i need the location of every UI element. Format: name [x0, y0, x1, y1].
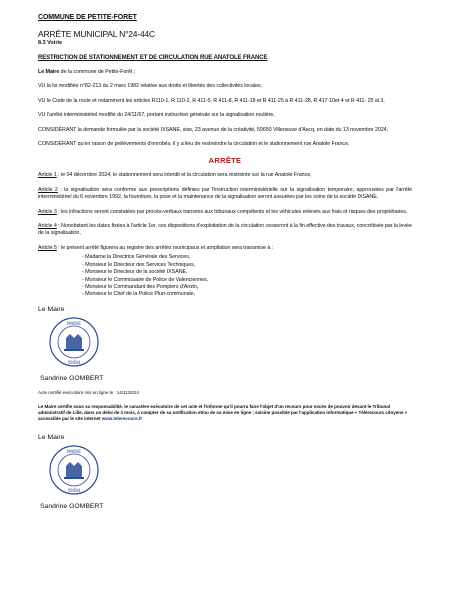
- signature-title: Le Maire: [38, 305, 65, 313]
- maire-rest: de la commune de Petite-Forêt ;: [59, 69, 136, 75]
- online-notice: Acte certifié exécutoire mis en ligne le : 14/11/2024: [38, 389, 139, 395]
- telerecours-link[interactable]: www.telerecours.fr: [101, 415, 143, 421]
- svg-text:MAIRIE: MAIRIE: [67, 320, 81, 326]
- commune-name: COMMUNE DE PETITE-FORET: [38, 14, 137, 21]
- signature-name-2: Sandrine GOMBERT: [40, 502, 104, 510]
- legal-notice-text: Le Maire certifie sous sa responsabilité, le caractère exécutoire de cet acte et l'informe qu'il pourra faire l'objet d'un recours pour excès de pouvoir devant le Tribunal administratif de Lille, dans un délai de 2 mois, à compter de sa notification et/ou de sa mise en ligne ; saisine possible par l'application informatique « Télérecours citoyens » accessible par le site internet: [38, 403, 408, 421]
- considerant-rest: la demande formulée par la société IXSANE, sise, 23 avenue de la créativité, 59650 Villeneuve d'Ascq, en date du 13 novembre 2024,: [76, 126, 388, 133]
- category-label: 8.3 Voirie: [38, 40, 63, 46]
- list-item: - Monsieur le Commissaire de Police de Valenciennes,: [82, 276, 209, 283]
- article-3: [38, 209, 412, 216]
- article-label: Article 2: [38, 186, 58, 193]
- svg-text:59494: 59494: [67, 359, 81, 365]
- vu-clause-1: VU la loi modifiée n°82-213 du 2 mars 1982 relative aux droits et libertés des collectivités locales,: [38, 83, 262, 90]
- arrete-title: ARRÊTE: [208, 156, 242, 166]
- article-label: Article 3: [38, 208, 57, 215]
- arrete-number: ARRÊTE MUNICIPAL N°24-44C: [38, 29, 155, 39]
- article-text: : les infractions seront constatées par procès-verbaux transmis aux tribunaux compétents et les véhicules enlevés aux frais et risques des propriétaires,: [56, 208, 408, 215]
- signature-name: Sandrine GOMBERT: [40, 374, 104, 382]
- article-2: [38, 187, 412, 202]
- article-label: Article 1: [38, 172, 57, 179]
- vu-clause-2: VU le Code de la route et notamment les articles R110-1, R 110-2, R 411-5, R 411-8, R 411-18 et R 411-25 à R 411-28, R 417-10et 4 et R 411- 25 al 3,: [38, 97, 385, 104]
- recipients-list: [38, 254, 412, 298]
- mairie-seal-icon: [44, 316, 104, 368]
- article-4: [38, 223, 412, 238]
- legal-notice: [38, 404, 412, 422]
- article-text: : Nonobstant les dates fixées à l'article 1er, ces dispositions d'exploitation de la circulation cesseront à la fin effective des travaux, concrétisée par la levée de la signalisation,: [38, 223, 412, 237]
- list-item: - Madame la Directrice Générale des Services,: [82, 254, 191, 261]
- signature-title-2: Le Maire: [38, 433, 65, 441]
- mairie-seal-icon: [44, 444, 104, 496]
- considerant-label: CONSIDÉRANT: [38, 126, 77, 133]
- vu-clause-3: VU l'arrêté interministériel modifié du 24/11/67, portant instruction générale sur la signalisation routière,: [38, 112, 275, 119]
- list-item: - Monsieur le Directeur des Services Techniques,: [82, 261, 196, 268]
- article-1: [38, 172, 412, 179]
- article-5: [38, 245, 412, 252]
- list-item: - Monsieur le Chef de la Police Pluri-communale,: [82, 291, 196, 298]
- article-text: : le présent arrêté figurera au registre des arrêtés municipaux et ampliation sera transmise à :: [56, 244, 274, 251]
- list-item: - Monsieur le Commandant des Pompiers d'Anzin,: [82, 283, 199, 290]
- list-item: - Monsieur le Directeur de la société IXSANE,: [82, 269, 188, 276]
- svg-text:59494: 59494: [67, 487, 81, 493]
- considerant-clause-2: CONSIDÉRANT qu'en raison de prélèvements d'enrobés, il y a lieu de restreindre la circulation et le stationnement rue Anatole France,: [38, 141, 350, 148]
- article-text: : la signalisation sera conforme aux prescriptions définies par l'instruction interministérielle sur la signalisation temporaire, approuvées par l'arrêté interministériel du 6 novembre 1992, la fourniture, la pose et la maintenance de la signalisation seront assurées par les soins de la société IXSANE,: [38, 186, 412, 201]
- article-label: Article 4: [38, 223, 57, 230]
- article-text: : le 04 décembre 2024, le stationnement sera interdit et la circulation sera restreinte sur la rue Anatole France,: [56, 172, 312, 179]
- preamble-maire: [38, 69, 412, 76]
- arrete-subject: RESTRICTION DE STATIONNEMENT ET DE CIRCULATION RUE ANATOLE FRANCE: [38, 55, 268, 61]
- article-label: Article 5: [38, 244, 57, 251]
- maire-label: Le Maire: [38, 69, 60, 75]
- svg-text:MAIRIE: MAIRIE: [67, 448, 81, 454]
- considerant-clause-1: [38, 127, 412, 134]
